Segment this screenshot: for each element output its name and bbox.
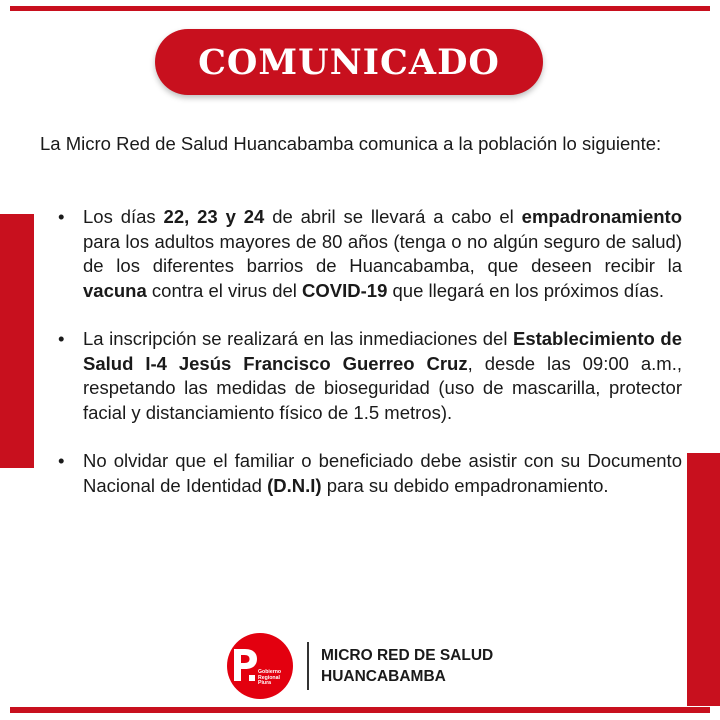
bullet-text-run: contra el virus del xyxy=(146,279,303,301)
organization-line-1: MICRO RED DE SALUD xyxy=(321,647,494,664)
right-accent-bar xyxy=(687,453,720,706)
bullet-bold-text: empadronamiento xyxy=(521,206,683,227)
banner-title: COMUNICADO xyxy=(198,41,500,83)
bullet-bold-text: 22, 23 y 24 xyxy=(163,206,265,227)
gobierno-regional-piura-logo-icon xyxy=(227,633,293,699)
bullet-item xyxy=(40,449,682,498)
bullet-text-run: que llegará en los próximos días. xyxy=(387,279,664,301)
bullet-bold-text: (D.N.I) xyxy=(267,474,322,496)
bullet-marker: • xyxy=(58,328,65,349)
bullet-item xyxy=(40,327,682,425)
bullet-text-run: para su debido empadronamiento. xyxy=(321,474,609,496)
bullet-text-run: de abril se llevará a cabo el xyxy=(264,206,522,227)
bullet-list xyxy=(40,205,682,498)
bullet-bold-text: Establecimiento de Salud I-4 Jesús Francisco Guerreo Cruz xyxy=(83,328,682,374)
bullet-marker: • xyxy=(58,206,65,227)
bullet-bold-text: COVID-19 xyxy=(302,279,388,301)
organization-name xyxy=(321,645,493,687)
bullet-marker: • xyxy=(58,450,65,471)
footer-logo xyxy=(227,633,493,699)
bullet-text-run: , desde las 09:00 a.m., respetando las medidas de bioseguridad (uso de mascarilla, protector facial y distanciamiento físico de 1.5 metros). xyxy=(83,352,682,423)
bullet-text-run: La inscripción se realizará en las inmediaciones del xyxy=(83,328,513,349)
left-accent-bar xyxy=(0,214,34,468)
bullet-text xyxy=(83,206,682,301)
bullet-item xyxy=(40,205,682,303)
bullet-text xyxy=(83,450,682,496)
intro-paragraph: La Micro Red de Salud Huancabamba comunica a la población lo siguiente: xyxy=(40,133,662,154)
bullet-text xyxy=(83,328,682,423)
bullet-bold-text: vacuna xyxy=(83,279,147,301)
title-banner xyxy=(155,29,543,95)
bullet-text-run: No olvidar que el familiar o beneficiado debe asistir con su Documento Nacional de Identidad xyxy=(83,450,682,496)
organization-line-2: HUANCABAMBA xyxy=(321,668,446,685)
logo-divider xyxy=(307,642,309,690)
bullet-text-run: Los días xyxy=(83,206,164,227)
logo-p-mark-icon xyxy=(231,647,261,687)
bottom-rule xyxy=(10,707,710,713)
bullet-text-run: para los adultos mayores de 80 años (tenga o no algún seguro de salud) de los diferentes barrios de Huancabamba, que deseen recibir la xyxy=(83,230,682,276)
logo-subtext: Gobierno Regional Piura xyxy=(258,669,282,687)
top-rule xyxy=(10,6,710,11)
